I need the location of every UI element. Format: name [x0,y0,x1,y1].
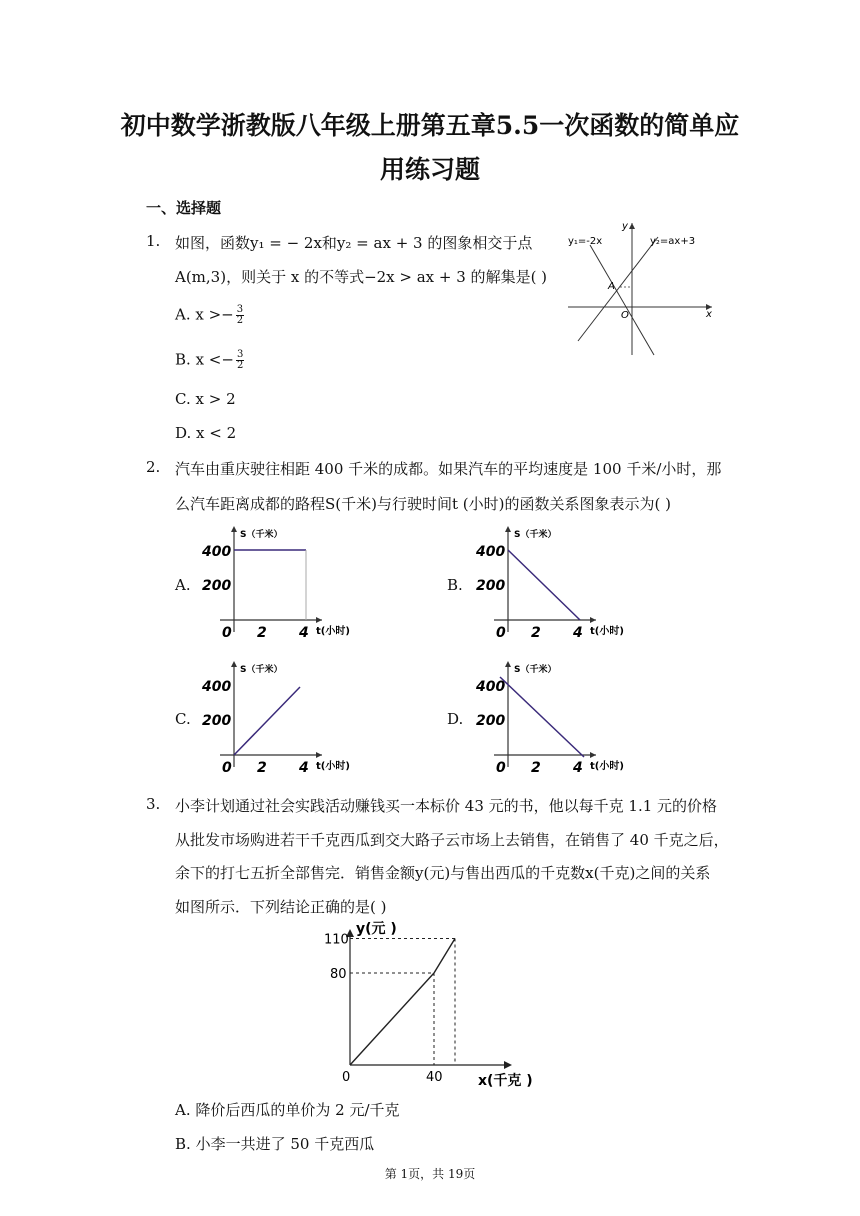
q1-stem-line2: A(m,3)，则关于 x 的不等式−2x > ax + 3 的解集是( ) [175,268,548,286]
q1-option-a[interactable] [175,305,244,326]
q1-number: 1. [146,232,161,250]
q2-stem-line1: 汽车由重庆驶往相距 400 千米的成都。如果汽车的平均速度是 100 千米/小时，那 [175,460,722,478]
graph-line [508,550,580,620]
fraction [236,350,244,371]
option-text: x > 2 [195,390,236,408]
y-axis-label: S（千米） [240,530,283,540]
y-axis-label: y(元 ) [356,921,397,937]
option-text: x >− [195,305,234,324]
x-tick-4: 4 [573,625,583,641]
option-label: D. [175,424,192,442]
q3-stem-line3: 余下的打七五折全部售完．销售金额y(元)与售出西瓜的千克数x(千克)之间的关系 [175,864,711,882]
y-tick-200: 200 [476,578,506,594]
option-text: 小李一共进了 50 千克西瓜 [195,1135,375,1153]
y-tick-400: 400 [476,544,506,560]
q1-figure [560,215,720,365]
y-tick-400: 400 [476,679,506,695]
series-segment [350,973,434,1065]
x-tick-4: 4 [573,760,583,776]
q3-stem-line2: 从批发市场购进若干千克西瓜到交大路子云市场上去销售，在销售了 40 千克之后， [175,831,729,849]
x-tick-0: 0 [496,625,506,641]
page-footer: 第 1页，共 19页 [384,1167,476,1181]
y-axis-label: S（千米） [240,665,283,675]
graph-line [234,687,300,755]
q3-chart [310,915,540,1090]
y-tick-110: 110 [324,932,349,948]
q2-option-b-label[interactable]: B. [447,576,463,594]
q3-stem-line4: 如图所示．下列结论正确的是( ) [175,898,387,916]
q3-stem-line1: 小李计划通过社会实践活动赚钱买一本标价 43 元的书，他以每千克 1.1 元的价格 [175,797,718,815]
option-label: A. [175,1101,191,1119]
option-text: 降价后西瓜的单价为 2 元/千克 [195,1101,400,1119]
q1-option-c[interactable] [175,390,236,408]
q1-option-b[interactable] [175,350,244,371]
label-y2: y₂=ax+3 [650,236,696,247]
x-axis-label: t(小时) [590,626,624,637]
option-label: B. [175,350,191,369]
q2-graph-d [474,657,634,777]
option-label: B. [175,1135,191,1153]
q2-option-a-label[interactable]: A. [175,576,191,594]
q2-option-d-label[interactable]: D. [447,710,464,728]
x-axis-label: t(小时) [590,761,624,772]
label-y: y [622,221,628,232]
q3-number: 3. [146,795,161,813]
label-y1: y₁=-2x [568,236,603,247]
y-axis-label: S（千米） [514,530,557,540]
line-y2 [578,237,658,341]
label-o: O [621,310,629,321]
x-tick-2: 2 [257,625,267,641]
q2-option-c-label[interactable]: C. [175,710,191,728]
fraction-num: 3 [236,304,244,315]
option-label: C. [175,390,191,408]
x-tick-4: 4 [299,625,309,641]
x-tick-4: 4 [299,760,309,776]
x-axis-label: x(千克 ) [478,1073,533,1089]
q1-stem-line1: 如图，函数y₁ = − 2x和y₂ = ax + 3 的图象相交于点 [175,234,533,252]
q2-number: 2. [146,458,161,476]
y-tick-200: 200 [476,713,506,729]
q1-option-d[interactable] [175,424,236,442]
q3-option-a[interactable] [175,1099,400,1120]
label-x: x [706,309,712,320]
fraction [236,305,244,326]
doc-title-line2: 用练习题 [379,155,480,184]
y-tick-400: 400 [202,544,232,560]
option-text: x < 2 [196,424,237,442]
y-tick-400: 400 [202,679,232,695]
x-tick-40: 40 [426,1070,443,1085]
q2-graph-a [200,522,360,642]
option-label: A. [175,305,191,324]
fraction-den: 2 [236,315,244,326]
y-tick-200: 200 [202,713,232,729]
q2-graph-b [474,522,634,642]
doc-title-line1: 初中数学浙教版八年级上册第五章5.5一次函数的简单应 [120,111,740,140]
y-axis-label: S（千米） [514,665,557,675]
y-tick-80: 80 [330,967,347,982]
fraction-den: 2 [236,360,244,371]
option-text: x <− [195,350,234,369]
x-tick-0: 0 [222,760,232,776]
series-segment [434,939,455,974]
section-heading: 一、选择题 [146,199,222,217]
q2-graph-c [200,657,360,777]
y-axis-arrow [629,223,635,229]
x-tick-2: 2 [531,625,541,641]
x-tick-0: 0 [342,1070,351,1085]
x-tick-2: 2 [531,760,541,776]
x-axis-arrow [504,1061,512,1069]
y-tick-200: 200 [202,578,232,594]
fraction-num: 3 [236,349,244,360]
line-y1 [590,245,654,355]
graph-line [500,677,584,757]
q3-option-b[interactable] [175,1133,374,1154]
x-tick-2: 2 [257,760,267,776]
label-a: A [608,281,615,292]
x-axis-label: t(小时) [316,626,350,637]
q2-stem-line2: 么汽车距离成都的路程S(千米)与行驶时间t (小时)的函数关系图象表示为( ) [175,495,671,513]
x-tick-0: 0 [222,625,232,641]
x-tick-0: 0 [496,760,506,776]
x-axis-label: t(小时) [316,761,350,772]
